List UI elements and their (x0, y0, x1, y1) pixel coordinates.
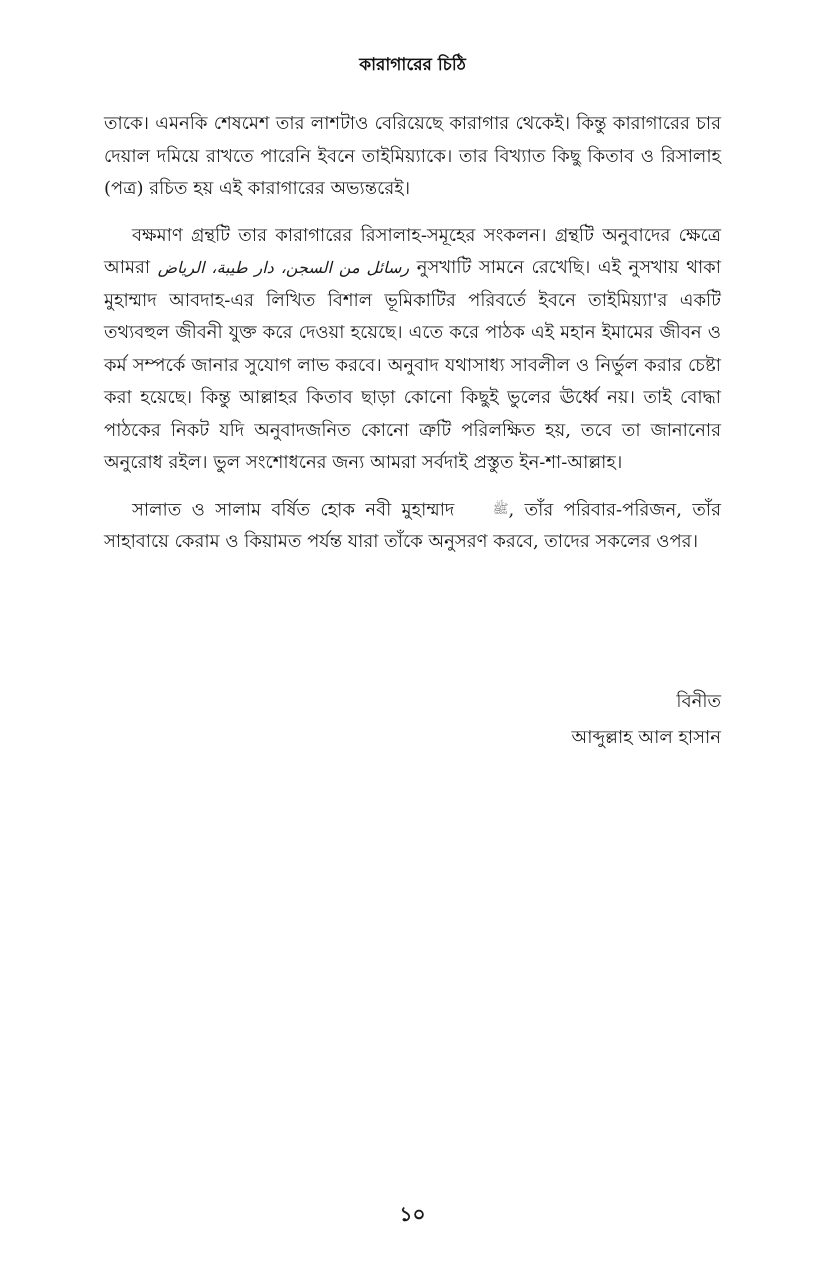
paragraph-3-part-2: , তাঁর পরিবার-পরিজন, তাঁর সাহাবায়ে কেরাম ও কিয়ামত পর্যন্ত যারা তাঁকে অনুসরণ করবে, তাদের সকলের ওপর। (104, 498, 721, 553)
closing-word: বিনীত (676, 691, 721, 712)
signoff-block (572, 684, 722, 756)
running-header-title: কারাগারের চিঠি (359, 55, 466, 75)
salutation-symbol-icon: ﷺ (492, 501, 509, 517)
paragraph-2 (104, 220, 721, 480)
paragraph-2-part-2: নুসখাটি সামনে রেখেছি। এই নুসখায় থাকা মুহাম্মাদ আবদাহ-এর লিখিত বিশাল ভূমিকাটির পরিবর্তে ইবনে তাইমিয়্যা'র একটি তথ্যবহুল জীবনী যুক্ত করে দেওয়া হয়েছে। এতে করে পাঠক এই মহান ইমামের জীবন ও কর্ম সম্পর্কে জানার সুযোগ লাভ করবে। অনুবাদ যথাসাধ্য সাবলীল ও নির্ভুল করার চেষ্টা করা হয়েছে। কিন্তু আল্লাহর কিতাব ছাড়া কোনো কিছুই ভুলের ঊর্ধ্বে নয়। তাই বোদ্ধা পাঠকের নিকট যদি অনুবাদজনিত কোনো ত্রুটি পরিলক্ষিত হয়, তবে তা জানানোর অনুরোধ রইল। ভুল সংশোধনের জন্য আমরা সর্বদাই প্রস্তুত ইন-শা-আল্লাহ। (104, 257, 721, 473)
paragraph-3-part-1: সালাত ও সালাম বর্ষিত হোক নবী মুহাম্মাদ (132, 498, 455, 520)
author-name: আব্দুল্লাহ আল হাসান (571, 727, 721, 748)
arabic-source-title: رسائل من السجن، دار طيبة، الرياض (157, 258, 410, 277)
body-text (104, 108, 721, 573)
page-number: ১০ (399, 1202, 426, 1226)
paragraph-3 (104, 494, 721, 559)
paragraph-1: তাকে। এমনকি শেষমেশ তার লাশটাও বেরিয়েছে কারাগার থেকেই। কিন্তু কারাগারের চার দেয়াল দমিয়ে রাখতে পারেনি ইবনে তাইমিয়্যাকে। তার বিখ্যাত কিছু কিতাব ও রিসালাহ (পত্র) রচিত হয় এই কারাগারের অভ্যন্তরেই। (104, 113, 721, 199)
paragraph-2-part-1: বক্ষমাণ গ্রন্থটি তার কারাগারের রিসালাহ-সমূহের সংকলন। গ্রন্থটি অনুবাদের ক্ষেত্রে আমরা (104, 224, 721, 278)
